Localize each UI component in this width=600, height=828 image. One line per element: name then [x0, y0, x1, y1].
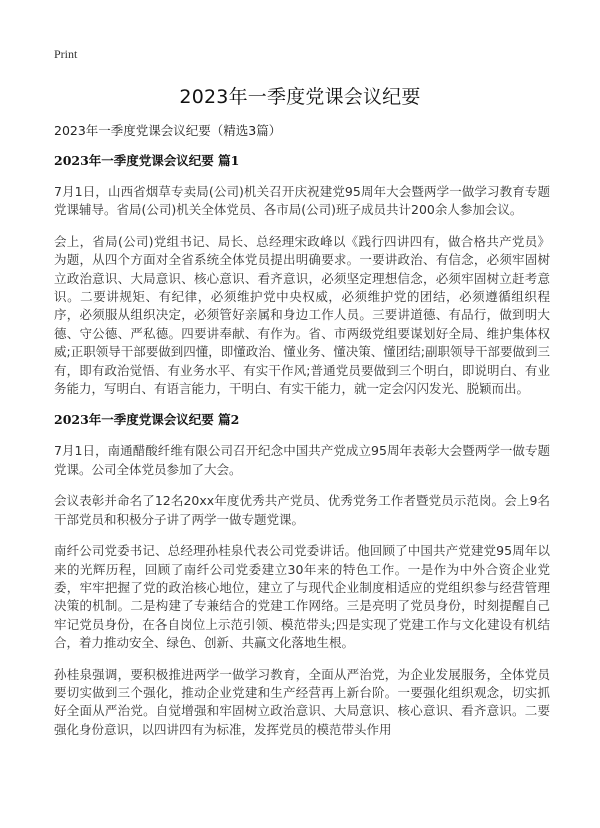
paragraph: 会议表彰并命名了12名20xx年度优秀共产党员、优秀党务工作者暨党员示范岗。会上9名干部党员和积极分子讲了两学一做专题党课。: [54, 493, 550, 527]
paragraph: 孙桂泉强调，要积极推进两学一做学习教育，全面从严治党，为企业发展服务，全体党员要切实做到三个强化，推动企业党建和生产经营再上新台阶。一要强化组织观念，切实抓好全面从严治党。自觉增强和牢固树立政治意识、大局意识、核心意识、看齐意识。二要强化身份意识，以四讲四有为标准，发挥党员的模范带头作用: [54, 666, 550, 737]
paragraph: 南纤公司党委书记、总经理孙桂泉代表公司党委讲话。他回顾了中国共产党建党95周年以来的光辉历程，回顾了南纤公司党委建立30年来的特色工作。一是作为中外合资企业党委，牢牢把握了党的政治核心地位，建立了与现代企业制度相适应的党组织参与经营管理决策的机制。二是构建了专兼结合的党建工作网络。三是亮明了党员身份，时刻提醒自己牢记党员身份，在各自岗位上示范引领、模范带头;四是实现了党建工作与文化建设有机结合，着力推动安全、绿色、创新、共赢文化落地生根。: [54, 543, 550, 651]
section-heading-1: 2023年一季度党课会议纪要 篇1: [54, 153, 240, 168]
paragraph: 7月1日，南通醋酸纤维有限公司召开纪念中国共产党成立95周年表彰大会暨两学一做专题党课。公司全体党员参加了大会。: [54, 443, 550, 477]
paragraph: 会上，省局(公司)党组书记、局长、总经理宋政峰以《践行四讲四有，做合格共产党员》为题，从四个方面对全省系统全体党员提出明确要求。一要讲政治、有信念，必须牢固树立政治意识、大局意识、核心意识、看齐意识，必须坚定理想信念，必须牢固树立赶考意识。二要讲规矩、有纪律，必须维护党中央权威，必须维护党的团结，必须遵循组织程序，必须服从组织决定，必须管好亲属和身边工作人员。三要讲道德、有品行，做到明大德、守公德、严私德。四要讲奉献、有作为。省、市两级党组要谋划好全局、维护集体权威;正职领导干部要做到四懂，即懂政治、懂业务、懂决策、懂团结;副职领导干部要做到三有，即有政治觉悟、有业务水平、有实干作风;普通党员要做到三个明白，即说明白、有业务能力，写明白、有语言能力，干明白、有实干能力，就一定会闪闪发光、脱颖而出。: [54, 233, 550, 397]
document-subtitle: 2023年一季度党课会议纪要（精选3篇）: [54, 123, 282, 138]
print-link[interactable]: Print: [54, 47, 78, 61]
paragraph: 7月1日，山西省烟草专卖局(公司)机关召开庆祝建党95周年大会暨两学一做学习教育专题党课辅导。省局(公司)机关全体党员、各市局(公司)班子成员共计200余人参加会议。: [54, 184, 550, 218]
document-body: [54, 122, 550, 752]
document-title: 2023年一季度党课会议纪要: [179, 86, 421, 108]
section-heading-2: 2023年一季度党课会议纪要 篇2: [54, 412, 240, 428]
